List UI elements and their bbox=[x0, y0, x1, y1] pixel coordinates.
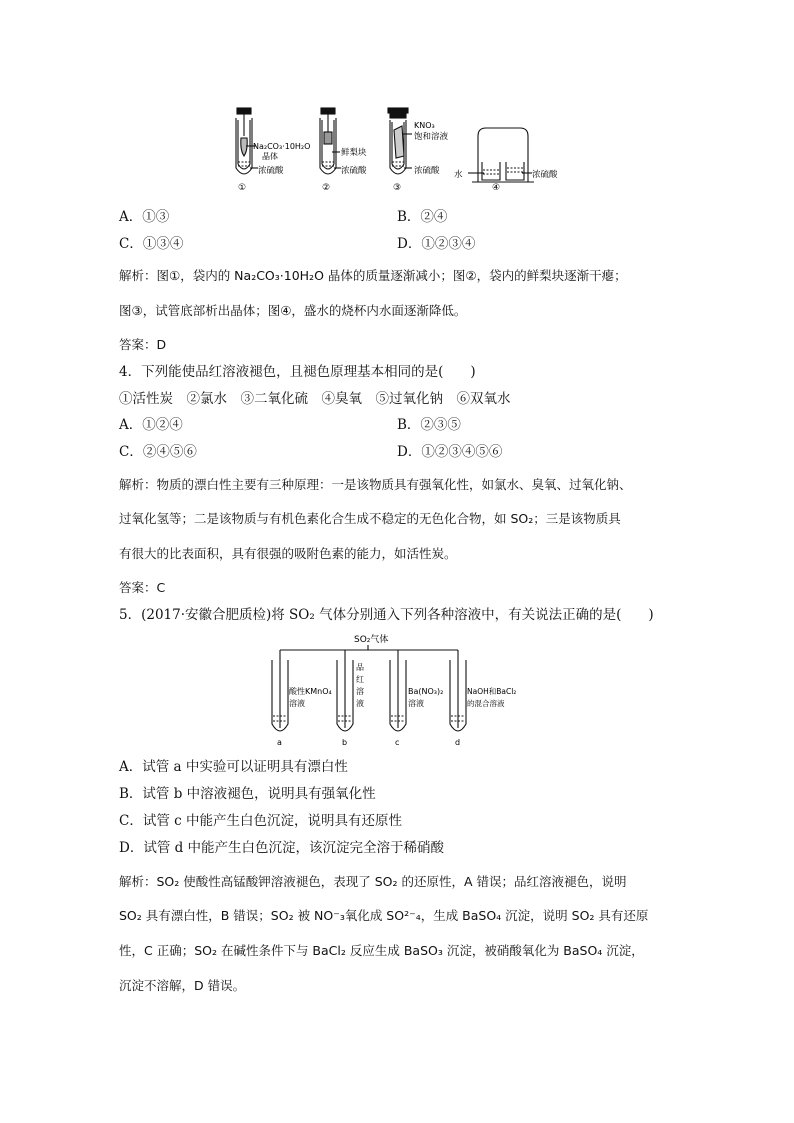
tube1-bottom: 浓硫酸 bbox=[258, 166, 284, 176]
tube3-label-a: KNO₃ bbox=[414, 121, 435, 130]
q4-option-c: C．②④⑤⑥ bbox=[119, 444, 197, 460]
q5-analysis-line-1: 解析：SO₂ 使酸性高锰酸钾溶液褪色，表现了 SO₂ 的还原性，A 错误；品红溶液褪色，说明 bbox=[119, 874, 627, 889]
fig-number-1: ① bbox=[238, 183, 247, 193]
q3-answer: 答案：D bbox=[119, 337, 167, 352]
tube-a-label-2: 溶液 bbox=[289, 699, 305, 708]
tube2-label: 鲜梨块 bbox=[341, 148, 367, 158]
q3-option-a: A．①③ bbox=[119, 209, 170, 225]
tube1-label-b: 晶体 bbox=[262, 152, 278, 161]
q3-analysis-line-2: 图③，试管底部析出晶体；图④，盛水的烧杯内水面逐渐降低。 bbox=[119, 303, 467, 318]
q5-option-c: C．试管 c 中能产生白色沉淀，说明具有还原性 bbox=[119, 813, 402, 829]
figure-desiccation-experiments bbox=[228, 106, 568, 194]
bell-jar-setup bbox=[468, 128, 534, 182]
tube-letter-b: b bbox=[342, 738, 348, 747]
tube-letter-a: a bbox=[277, 738, 282, 747]
tube-d-label-1: NaOH和BaCl₂ bbox=[467, 687, 517, 696]
fig-number-3: ③ bbox=[393, 183, 402, 193]
tube-b-label-2: 红 bbox=[356, 675, 364, 684]
q4-analysis-line-3: 有很大的比表面积，具有很强的吸附色素的能力，如活性炭。 bbox=[119, 546, 457, 561]
tube-3 bbox=[388, 108, 412, 174]
tube-c-label-1: Ba(NO₃)₂ bbox=[408, 687, 444, 696]
q3-analysis-line-1: 解析：图①，袋内的 Na₂CO₃·10H₂O 晶体的质量逐渐减小；图②，袋内的鲜梨块逐渐干瘪； bbox=[119, 268, 627, 283]
q4-analysis-line-2: 过氧化氢等；二是该物质与有机色素化合生成不稳定的无色化合物，如 SO₂；三是该物质具 bbox=[119, 511, 621, 526]
tube2-bottom: 浓硫酸 bbox=[341, 166, 367, 176]
q4-items: ①活性炭 ②氯水 ③二氧化硫 ④臭氧 ⑤过氧化钠 ⑥双氧水 bbox=[119, 391, 511, 407]
tube1-label-a: Na₂CO₃·10H₂O bbox=[253, 142, 311, 151]
q4-option-a: A．①②④ bbox=[119, 417, 183, 433]
q5-option-a: A．试管 a 中实验可以证明具有漂白性 bbox=[119, 759, 348, 775]
tube3-label-b: 饱和溶液 bbox=[414, 132, 449, 142]
q5-option-d: D．试管 d 中能产生白色沉淀，该沉淀完全溶于稀硝酸 bbox=[119, 840, 445, 856]
tube3-bottom: 浓硫酸 bbox=[414, 166, 440, 176]
q5-analysis-line-3: 性，C 正确；SO₂ 在碱性条件下与 BaCl₂ 反应生成 BaSO₃ 沉淀，被硝酸氧化为 BaSO₄ 沉淀， bbox=[119, 943, 644, 958]
fig-number-2: ② bbox=[322, 183, 331, 193]
tube4-left: 水 bbox=[454, 170, 463, 180]
q4-analysis-line-1: 解析：物质的漂白性主要有三种原理：一是该物质具有强氧化性，如氯水、臭氧、过氧化钠、 bbox=[119, 477, 632, 492]
q5-option-b: B．试管 b 中溶液褪色，说明具有强氧化性 bbox=[119, 786, 376, 802]
tube-2 bbox=[320, 108, 341, 174]
q4-option-d: D．①②③④⑤⑥ bbox=[397, 444, 503, 460]
tube-letter-c: c bbox=[395, 738, 400, 747]
figure-so2-test-tubes bbox=[256, 632, 556, 748]
so2-gas-label: SO₂气体 bbox=[354, 635, 389, 645]
tube-b-label-4: 液 bbox=[356, 699, 364, 708]
q5-analysis-line-2: SO₂ 具有漂白性，B 错误；SO₂ 被 NO⁻₃氧化成 SO²⁻₄，生成 BaSO₄ 沉淀，说明 SO₂ 具有还原 bbox=[119, 908, 649, 923]
q3-option-c: C．①③④ bbox=[119, 236, 184, 252]
q3-option-d: D．①②③④ bbox=[397, 236, 476, 252]
q3-option-b: B．②④ bbox=[397, 209, 448, 225]
q5-analysis-line-4: 沉淀不溶解，D 错误。 bbox=[119, 978, 246, 993]
q5-stem: 5．(2017·安徽合肥质检)将 SO₂ 气体分别通入下列各种溶液中，有关说法正确的是( ) bbox=[119, 607, 654, 623]
q4-option-b: B．②③⑤ bbox=[397, 417, 461, 433]
tube-d-label-2: 的混合溶液 bbox=[467, 699, 505, 708]
tube-a-label-1: 酸性KMnO₄ bbox=[289, 687, 332, 696]
tube-b-label-1: 品 bbox=[356, 663, 364, 672]
tube-c-label-2: 溶液 bbox=[408, 699, 424, 708]
q4-stem: 4．下列能使品红溶液褪色，且褪色原理基本相同的是( ) bbox=[119, 364, 476, 380]
tube4-right: 浓硫酸 bbox=[532, 170, 558, 180]
tube-1 bbox=[236, 108, 258, 174]
fig-number-4: ④ bbox=[492, 183, 501, 193]
q4-answer: 答案：C bbox=[119, 580, 166, 595]
tube-b-label-3: 溶 bbox=[356, 687, 364, 696]
tube-letter-d: d bbox=[455, 738, 461, 747]
